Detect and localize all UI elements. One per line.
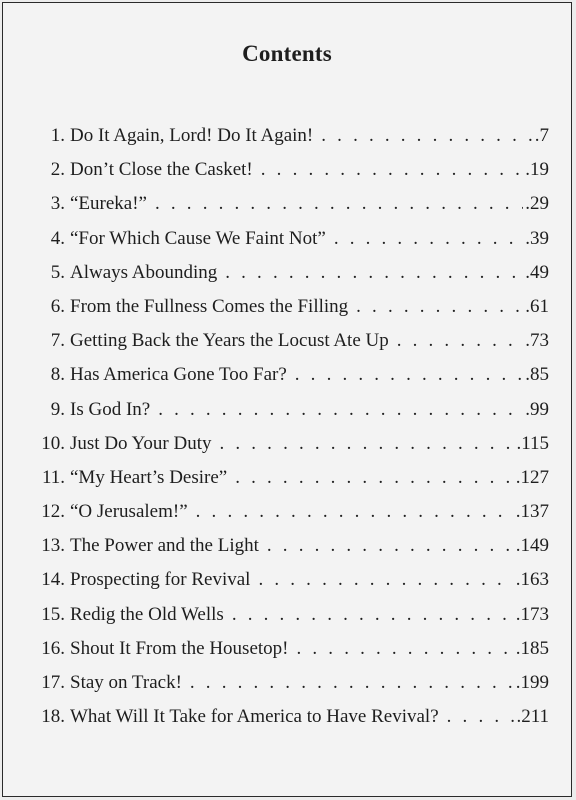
dot-leader [334, 228, 523, 250]
chapter-title: “For Which Cause We Faint Not” [70, 227, 326, 249]
page-number: .7 [534, 125, 549, 146]
book-page [2, 2, 572, 797]
toc-entry [23, 706, 549, 740]
page-number: .127 [515, 466, 549, 488]
toc-entry [23, 535, 549, 569]
dot-leader [232, 604, 514, 626]
dot-leader [190, 672, 514, 694]
chapter-title: “My Heart’s Desire” [70, 466, 228, 488]
dot-leader [297, 638, 514, 660]
chapter-title: “O Jerusalem!” [70, 501, 188, 523]
toc-entry [23, 125, 549, 159]
dot-leader [321, 125, 532, 147]
page-number: .185 [515, 637, 549, 659]
dot-leader [295, 364, 523, 386]
toc-entry [23, 262, 549, 296]
toc-entry [23, 330, 549, 364]
chapter-number: 5. [50, 261, 65, 283]
chapter-title: Do It Again, Lord! Do It Again! [70, 125, 314, 146]
chapter-number: 16. [41, 637, 65, 659]
chapter-number: 7. [50, 330, 65, 352]
chapter-title: The Power and the Light [70, 535, 259, 557]
chapter-title: From the Fullness Comes the Filling [70, 295, 349, 317]
page-number: .163 [515, 569, 549, 591]
page-number: .73 [525, 330, 549, 352]
chapter-number: 6. [50, 295, 65, 317]
chapter-title: Don’t Close the Casket! [70, 159, 253, 181]
chapter-number: 1. [50, 125, 65, 146]
chapter-number: 13. [41, 535, 65, 557]
chapter-title: Redig the Old Wells [70, 603, 224, 625]
chapter-title: What Will It Take for America to Have Revival? [70, 706, 439, 728]
chapter-title: Shout It From the Housetop! [70, 637, 289, 659]
chapter-number: 11. [41, 466, 65, 488]
chapter-number: 12. [41, 501, 65, 523]
toc-entry [23, 501, 549, 535]
chapter-number: 4. [50, 227, 65, 249]
dot-leader [258, 569, 513, 591]
chapter-title: Has America Gone Too Far? [70, 364, 287, 386]
dot-leader [235, 467, 514, 489]
dot-leader [219, 433, 514, 455]
toc-entry [23, 296, 549, 330]
dot-leader [356, 296, 523, 318]
page-number: .61 [525, 295, 549, 317]
chapter-number: 8. [50, 364, 65, 386]
page-title: Contents [242, 41, 332, 66]
dot-leader [397, 330, 524, 352]
toc-entry [23, 604, 549, 638]
dot-leader [225, 262, 523, 284]
chapter-title: Just Do Your Duty [70, 432, 212, 454]
page-number: .173 [515, 603, 549, 625]
toc-entry [23, 467, 549, 501]
chapter-title: Is God In? [70, 398, 151, 420]
chapter-title: Always Abounding [70, 261, 218, 283]
chapter-number: 17. [41, 672, 65, 693]
toc-entry [23, 193, 549, 227]
dot-leader [261, 159, 523, 181]
page-number: .99 [525, 398, 549, 420]
page-number: .49 [525, 261, 549, 283]
toc-entry [23, 364, 549, 398]
chapter-number: 3. [50, 193, 65, 215]
toc-entry [23, 672, 549, 706]
toc-entry [23, 569, 549, 603]
toc-entry [23, 399, 549, 433]
chapter-title: Prospecting for Revival [70, 569, 251, 591]
page-number: .211 [516, 706, 549, 728]
dot-leader [196, 501, 514, 523]
dot-leader [267, 535, 514, 557]
page-number: .85 [525, 364, 549, 386]
toc-entry [23, 228, 549, 262]
chapter-number: 9. [50, 398, 65, 420]
dot-leader [158, 399, 523, 421]
page-number: .115 [516, 432, 549, 454]
dot-leader [155, 193, 523, 215]
page-number: .29 [525, 193, 549, 215]
dot-leader [447, 706, 515, 728]
toc-entry [23, 159, 549, 193]
chapter-number: 2. [50, 159, 65, 181]
chapter-number: 14. [41, 569, 65, 591]
page-number: .137 [515, 501, 549, 523]
chapter-title: Stay on Track! [70, 672, 182, 693]
page-number: .149 [515, 535, 549, 557]
chapter-title: “Eureka!” [70, 193, 147, 215]
page-number: .199 [515, 672, 549, 693]
chapter-number: 18. [41, 706, 65, 728]
chapter-title: Getting Back the Years the Locust Ate Up [70, 330, 389, 352]
toc-entry [23, 638, 549, 672]
page-number: .19 [525, 159, 549, 181]
toc-entry [23, 433, 549, 467]
chapter-number: 15. [41, 603, 65, 625]
table-of-contents [23, 125, 549, 740]
chapter-number: 10. [41, 432, 65, 454]
page-number: .39 [525, 227, 549, 249]
